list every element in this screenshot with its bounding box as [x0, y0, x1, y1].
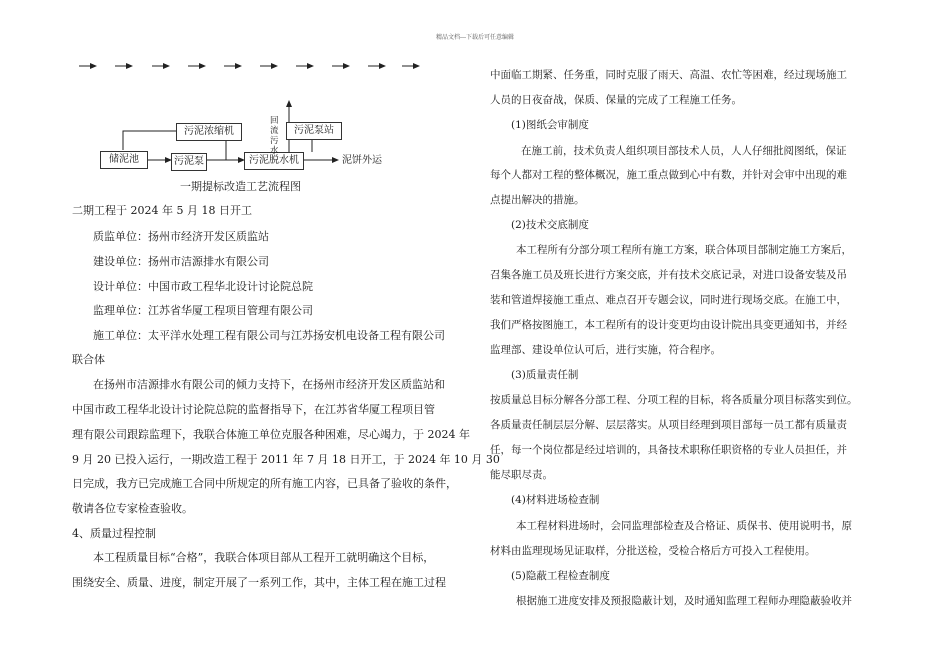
- right-line-8: 本工程所有分部分项工程所有施工方案，联合体项目部制定施工方案后，: [516, 244, 852, 256]
- right-line-4: 在施工前，技术负责人组织项目部技术人员，人人仔细批阅图纸，保证: [521, 145, 847, 157]
- quality-supervisor: 质监单位：扬州市经济开发区质监站: [93, 230, 269, 243]
- heading-material-inspection: (4)材料进场检查制: [511, 494, 600, 506]
- quality-paragraph-1: 本工程质量目标“合格”，我联合体项目部从工程开工就明确这个目标，: [93, 551, 435, 564]
- pump-station-box: 污泥泵站: [286, 122, 342, 140]
- dewatering-machine-box: 污泥脱水机: [244, 152, 304, 170]
- right-line-9: 召集各施工员及班长进行方案交底，并有技术交底记录，对进口设备安装及吊: [490, 269, 847, 281]
- heading-concealed-works: (5)隐蔽工程检查制度: [511, 570, 610, 582]
- storage-tank-box: 储泥池: [100, 151, 148, 169]
- diagram-caption: 一期提标改造工艺流程图: [180, 180, 301, 193]
- return-water-label: 回流污水: [270, 116, 279, 156]
- thickener-box: 污泥浓缩机: [176, 123, 242, 141]
- right-line-5: 每个人都对工程的整体概况，施工重点做到心中有数，并针对会审中出现的难: [490, 169, 847, 181]
- right-line-17: 能尽职尽责。: [490, 469, 553, 481]
- summary-paragraph-2: 中国市政工程华北设计讨论院总院的监督指导下，在江苏省华厦工程项目管: [72, 403, 435, 416]
- sludge-pump-box: 污泥泵: [171, 153, 207, 171]
- design-unit: 设计单位：中国市政工程华北设计讨论院总院: [93, 280, 313, 293]
- summary-paragraph-5: 日完成，我方已完成施工合同中所规定的所有施工内容，已具备了验收的条件，: [72, 477, 457, 490]
- summary-paragraph-1: 在扬州市洁源排水有限公司的倾力支持下，在扬州市经济开发区质监站和: [93, 378, 445, 391]
- sludge-cake-label: 泥饼外运: [342, 155, 382, 166]
- supervision-unit: 监理单位：江苏省华厦工程项目管理有限公司: [93, 304, 313, 317]
- summary-paragraph-6: 敬请各位专家检查验收。: [72, 502, 193, 515]
- heading-tech-briefing: (2)技术交底制度: [511, 219, 589, 231]
- right-line-2: 人员的日夜奋战，保质、保量的完成了工程施工任务。: [490, 94, 742, 106]
- heading-quality-responsibility: (3)质量责任制: [511, 369, 579, 381]
- right-line-10: 装和管道焊接施工重点、难点召开专题会议，同时进行现场交底。在施工中，: [490, 294, 847, 306]
- summary-paragraph-3: 理有限公司跟踪监理下，我联合体施工单位克服各种困难，尽心竭力，于 2024 年: [72, 428, 470, 441]
- construction-unit-cont: 联合体: [72, 353, 105, 366]
- right-line-22: 根据施工进度安排及预报隐蔽计划，及时通知监理工程师办理隐蔽验收并: [516, 595, 852, 607]
- summary-paragraph-4: 9 月 20 已投入运行，一期改造工程于 2011 年 7 月 18 日开工，于 2024 年 10 月 30: [72, 453, 500, 466]
- section-heading-quality: 4、质量过程控制: [72, 527, 156, 540]
- right-line-1: 中面临工期紧、任务重，同时克服了雨天、高温、农忙等困难，经过现场施工: [490, 69, 847, 81]
- construction-unit: 施工单位：太平洋水处理工程有限公司与江苏扬安机电设备工程有限公司: [93, 329, 445, 342]
- quality-paragraph-2: 围绕安全、质量、进度，制定开展了一系列工作，其中，主体工程在施工过程: [72, 576, 446, 589]
- phase-two-start: 二期工程于 2024 年 5 月 18 日开工: [72, 204, 252, 217]
- page-header: 精品文档---下载后可任意编辑: [435, 34, 515, 41]
- right-line-6: 点提出解决的措施。: [490, 194, 585, 206]
- right-line-11: 我们严格按图施工，本工程所有的设计变更均由设计院出具变更通知书，并经: [490, 319, 847, 331]
- right-line-12: 监理部、建设单位认可后，进行实施，符合程序。: [490, 344, 721, 356]
- right-line-16: 任，每一个岗位都是经过培训的，具备技术职称任职资格的专业人员担任，并: [490, 444, 847, 456]
- right-line-14: 按质量总目标分解各分部工程、分项工程的目标，将各质量分项目标落实到位。: [490, 394, 858, 406]
- construction-owner: 建设单位：扬州市洁源排水有限公司: [93, 255, 269, 268]
- right-line-19: 本工程材料进场时，会同监理部检查及合格证、质保书、使用说明书，原: [516, 520, 852, 532]
- heading-drawing-review: (1)图纸会审制度: [511, 119, 589, 131]
- right-line-20: 材料由监理现场见证取样，分批送检，受检合格后方可投入工程使用。: [490, 545, 816, 557]
- right-line-15: 各质量责任制层层分解、层层落实。从项目经理到项目部每一员工都有质量责: [490, 419, 847, 431]
